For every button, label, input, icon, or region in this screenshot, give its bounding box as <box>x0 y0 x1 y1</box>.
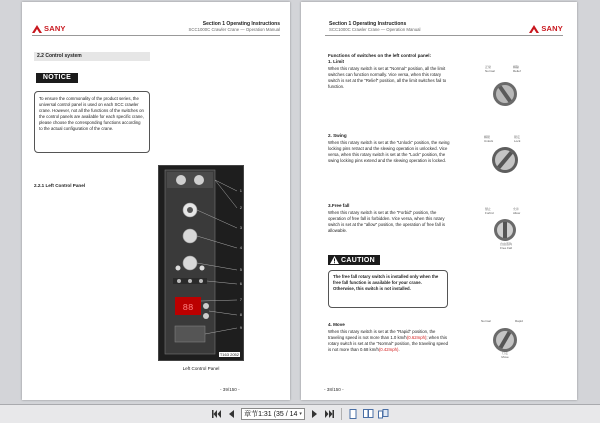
move-knob-label-rapid: Rapid <box>515 319 523 323</box>
move-knob-label-bottom: 行走 Move <box>501 351 509 359</box>
first-page-button[interactable] <box>211 409 222 420</box>
svg-text:88: 88 <box>182 303 194 313</box>
notice-text: To ensure the commonality of the product series, the universal control panel is used on each SCC crawler crane. However, not all the functions of the switches on the control panels are available for each specific crane, please choose the corresponding functions according to the actual configuration of the crane. <box>39 96 144 132</box>
sany-logo-icon <box>529 25 539 33</box>
swing-title: 2. Swing <box>328 133 347 138</box>
facing-pages-button[interactable] <box>378 409 389 420</box>
callout-1: 1 <box>239 188 242 193</box>
move-body-part-3: . <box>398 347 400 353</box>
brand-logo <box>529 24 563 33</box>
page-number: - 39/150 - <box>220 387 240 392</box>
callout-2: 2 <box>239 205 242 210</box>
callout-3: 3 <box>239 225 242 230</box>
header-divider <box>32 35 280 36</box>
move-body-part-2: ; when this rotary switch is set at the "Normal" position, the traveling speed is not more than 0.68 km/h <box>328 335 449 353</box>
last-page-icon <box>325 410 334 418</box>
previous-page-icon <box>229 410 234 418</box>
callout-6: 6 <box>239 281 242 286</box>
freefall-body: When this rotary switch is set at the "Forbid" position, the operation of free fall is forbidden. Vice versa, when this rotary switch is set at the "allow" position, the operation of free fall is allowable. <box>328 210 445 234</box>
left-control-panel-figure <box>158 165 244 361</box>
limit-knob-label-relief: 解除 Relief <box>513 65 521 73</box>
move-title: 4. Move <box>328 322 345 327</box>
brand-logo <box>32 24 66 33</box>
chevron-down-icon[interactable]: ▾ <box>299 410 302 417</box>
toolbar-separator <box>341 408 342 420</box>
two-page-view-button[interactable] <box>363 409 374 420</box>
freefall-title: 3.Free fall <box>328 203 350 208</box>
freefall-knob-label-bottom: 自由落钩 Free Fall <box>499 242 512 250</box>
header-title: Section 1 Operating Instructions <box>329 21 407 27</box>
navigation-toolbar <box>0 404 600 423</box>
move-body-part-1: When this rotary switch is set at the "Rapid" position, the traveling speed is not more than 1.0 km/h <box>328 329 436 341</box>
header-title: Section 1 Operating Instructions <box>202 21 280 27</box>
swing-knob-label-unlock: 解锁 Unlock <box>484 135 494 143</box>
move-rapid-speed: (0.62mph) <box>406 335 427 341</box>
callout-8: 8 <box>239 312 242 317</box>
swing-knob-label-lock: 锁定 Lock <box>514 135 521 143</box>
page-right <box>301 2 577 400</box>
page-number-field-text: 章节1:31 (35 / 14 <box>244 410 298 418</box>
caution-label <box>328 255 380 265</box>
last-page-button[interactable] <box>324 409 335 420</box>
figure-caption: Left Control Panel <box>182 366 220 371</box>
next-page-button[interactable] <box>309 409 320 420</box>
limit-body: When this rotary switch is set at "Normal" position, all the limit switches can function normally. Vice versa, when this rotary switch is set at the "Relief" position, all the limit switches fail to function. <box>328 66 447 90</box>
caution-text: The free fall rotary switch is installed only when the free fall function is available for your crane. Otherwise, this switch is not installed. <box>333 274 439 292</box>
swing-body: When this rotary switch is set at the "Unlock" position, the swing locking pins retract and the slewing operation is unlocked. Vice versa, when this rotary switch is set at the "Lock" position, the swing locking pins extend and the slewing operation is locked. <box>328 140 450 164</box>
limit-title: 1. Limit <box>328 59 345 64</box>
single-page-view-button[interactable] <box>348 409 359 420</box>
figure-code: T163 2052 <box>219 352 239 357</box>
first-page-icon <box>212 410 221 418</box>
caution-box <box>328 270 448 308</box>
freefall-knob-label-allow: 允许 Allow <box>513 207 521 215</box>
callout-9: 9 <box>239 325 242 330</box>
sany-logo-icon <box>32 25 42 33</box>
page-header <box>189 21 280 33</box>
notice-box <box>34 91 150 153</box>
limit-knob-label-normal: 正常 Normal <box>485 65 495 73</box>
caution-text-label: CAUTION <box>341 256 375 264</box>
callout-5: 5 <box>239 267 242 272</box>
subsection-heading: 2.2.1 Left Control Panel <box>34 183 86 188</box>
single-page-icon <box>349 409 358 419</box>
next-page-icon <box>312 410 317 418</box>
header-subtitle: SCC1000C Crawler Crane — Operation Manual <box>329 27 421 32</box>
brand-name: SANY <box>541 24 563 33</box>
page-left <box>22 2 290 400</box>
page-number-field[interactable] <box>241 408 305 420</box>
header-divider <box>325 35 563 36</box>
page-header <box>329 21 420 33</box>
move-body <box>328 329 450 353</box>
facing-pages-icon <box>378 409 389 419</box>
page-number: - 38/150 - <box>324 387 344 392</box>
freefall-knob-label-forbid: 禁止 Forbid <box>485 207 494 215</box>
move-knob-label-normal: Normal <box>481 319 491 323</box>
notice-label: NOTICE <box>36 73 78 83</box>
two-page-icon <box>363 409 374 419</box>
control-panel-illustration <box>159 166 245 362</box>
section-heading: 2.2 Control system <box>34 52 150 61</box>
callout-7: 7 <box>239 297 242 302</box>
callout-4: 4 <box>239 245 242 250</box>
header-subtitle: SCC1000C Crawler Crane — Operation Manual <box>188 27 280 32</box>
warning-icon <box>330 256 339 264</box>
intro-title: Functions of switches on the left control panel: <box>328 53 432 58</box>
move-normal-speed: (0.42mph) <box>378 347 399 353</box>
previous-page-button[interactable] <box>226 409 237 420</box>
brand-name: SANY <box>44 24 66 33</box>
